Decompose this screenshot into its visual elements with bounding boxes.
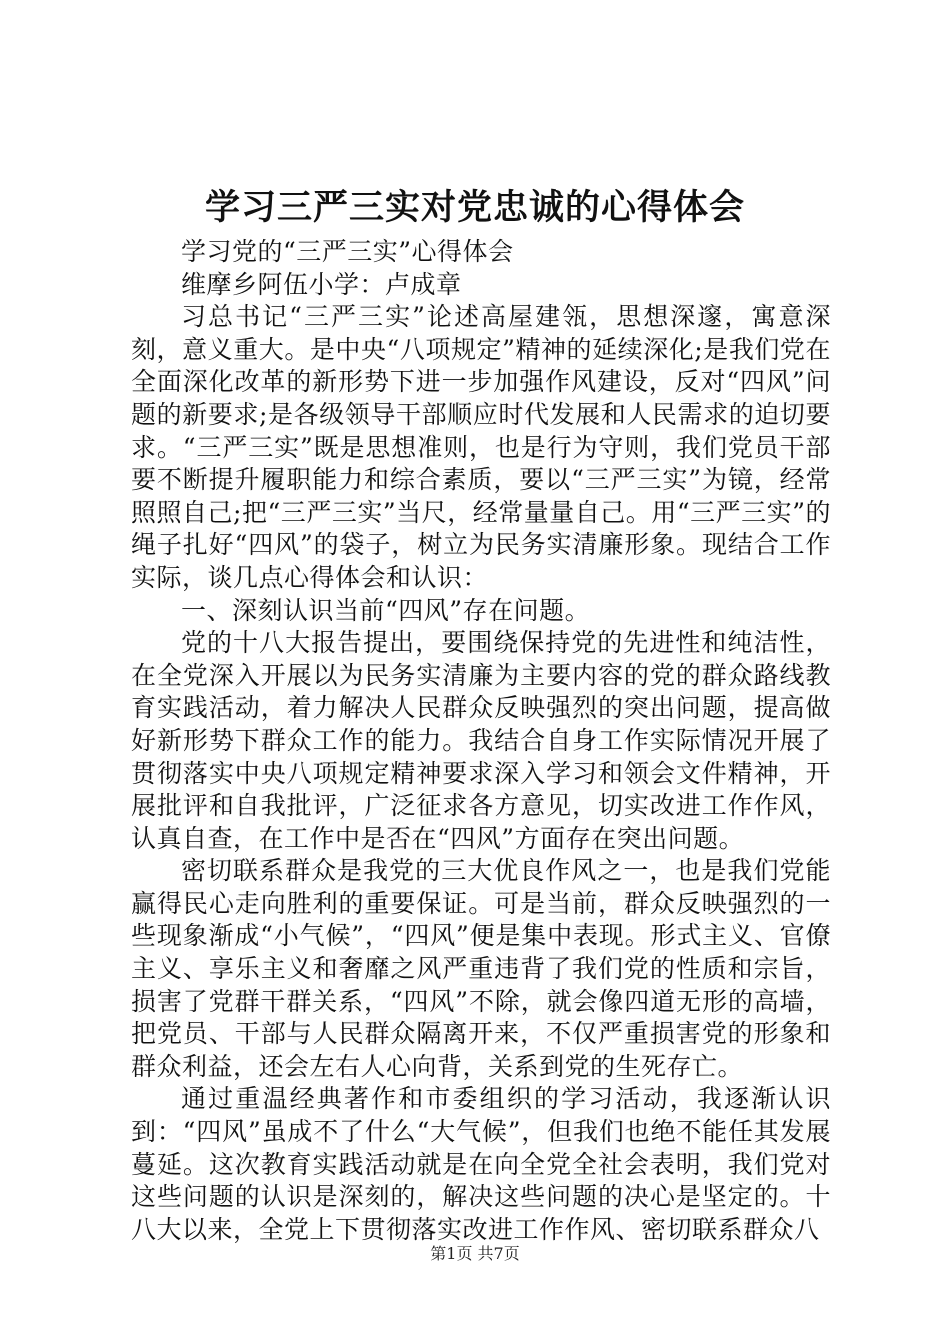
author-line: 维摩乡阿伍小学：卢成章 <box>181 269 462 299</box>
subtitle-line: 学习党的“三严三实”心得体会 <box>181 237 514 266</box>
body-paragraph: 党的十八大报告提出，要围绕保持党的先进性和纯洁性，在全党深入开展以为民务实清廉为主要内容的党的群众路线教育实践活动，着力解决人民群众反映强烈的突出问题，提高做好新形势下群众工作的能力。我结合自身工作实际情况开展了贯彻落实中央八项规定精神要求深入学习和领会文件精神，开展批评和自我批评，广泛征求各方意见，切实改进工作作风，认真自查，在工作中是否在“四风”方面存在突出问题。 <box>131 628 831 853</box>
body-paragraph: 通过重温经典著作和市委组织的学习活动，我逐渐认识到：“四风”虽成不了什么“大气候”，但我们也绝不能任其发展蔓延。这次教育实践活动就是在向全党全社会表明，我们党对这些问题的认识是深刻的，解决这些问题的决心是坚定的。十八大以来，全党上下贯彻落实改进工作作风、密切联系群众八 <box>131 1084 831 1244</box>
section-heading: 一、深刻认识当前“四风”存在问题。 <box>181 595 591 625</box>
body-paragraph: 习总书记“三严三实”论述高屋建瓴，思想深邃，寓意深刻，意义重大。是中央“八项规定”精神的延续深化;是我们党在全面深化改革的新形势下进一步加强作风建设，反对“四风”问题的新要求;是各级领导干部顺应时代发展和人民需求的迫切要求。“三严三实”既是思想准则，也是行为守则，我们党员干部要不断提升履职能力和综合素质，要以“三严三实”为镜，经常照照自己;把“三严三实”当尺，经常量量自己。用“三严三实”的绳子扎好“四风”的袋子，树立为民务实清廉形象。现结合工作实际，谈几点心得体会和认识： <box>131 302 831 592</box>
body-paragraph: 密切联系群众是我党的三大优良作风之一，也是我们党能赢得民心走向胜利的重要保证。可是当前，群众反映强烈的一些现象渐成“小气候”，“四风”便是集中表现。形式主义、官僚主义、享乐主义和奢靡之风严重违背了我们党的性质和宗旨，损害了党群干群关系，“四风”不除，就会像四道无形的高墙，把党员、干部与人民群众隔离开来，不仅严重损害党的形象和群众利益，还会左右人心向背，关系到党的生死存亡。 <box>131 856 831 1081</box>
document-title: 学习三严三实对党忠诚的心得体会 <box>204 187 745 228</box>
page-footer: 第1页 共7页 <box>430 1244 520 1263</box>
document-body <box>131 236 831 1246</box>
